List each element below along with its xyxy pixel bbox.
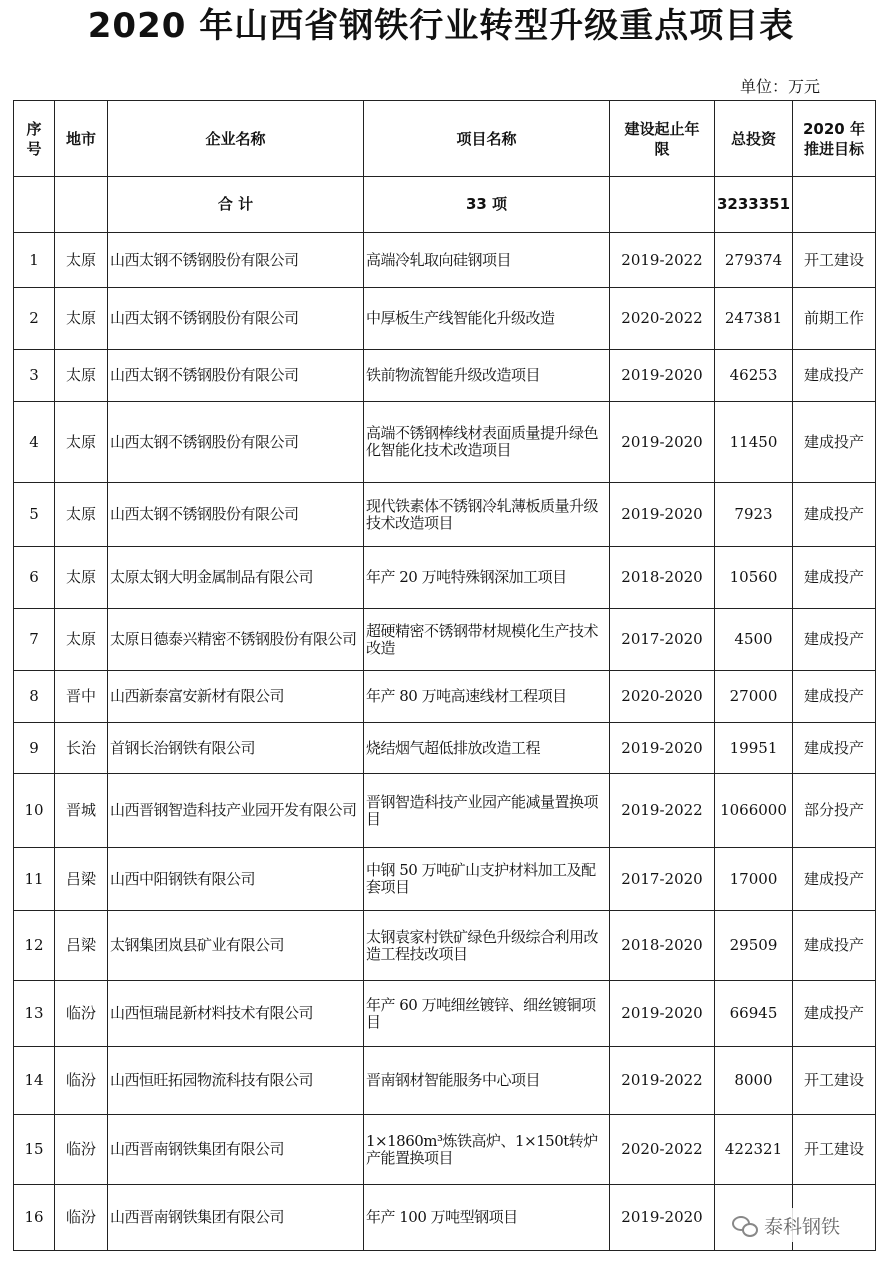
row-city: 临汾 xyxy=(55,981,108,1047)
row-target: 建成投产 xyxy=(793,723,876,774)
row-period: 2020-2020 xyxy=(610,671,715,723)
row-company: 山西太钢不锈钢股份有限公司 xyxy=(108,350,364,402)
row-seq: 15 xyxy=(14,1115,55,1185)
table-header-row xyxy=(14,101,876,177)
row-investment: 422321 xyxy=(715,1115,793,1185)
row-investment: 10560 xyxy=(715,547,793,609)
row-target: 开工建设 xyxy=(793,233,876,288)
table-row xyxy=(14,848,876,911)
row-seq: 16 xyxy=(14,1185,55,1251)
header-target: 2020 年推进目标 xyxy=(793,101,876,177)
row-period: 2019-2020 xyxy=(610,402,715,483)
row-investment: 4500 xyxy=(715,609,793,671)
row-city: 太原 xyxy=(55,233,108,288)
row-period: 2017-2020 xyxy=(610,848,715,911)
row-city: 临汾 xyxy=(55,1185,108,1251)
row-investment: 29509 xyxy=(715,911,793,981)
header-period: 建设起止年限 xyxy=(610,101,715,177)
table-row xyxy=(14,483,876,547)
row-city: 太原 xyxy=(55,350,108,402)
header-city: 地市 xyxy=(55,101,108,177)
row-investment: 27000 xyxy=(715,671,793,723)
row-city: 太原 xyxy=(55,402,108,483)
table-row xyxy=(14,609,876,671)
total-investment: 3233351 xyxy=(715,177,793,233)
row-company: 首钢长治钢铁有限公司 xyxy=(108,723,364,774)
row-seq: 11 xyxy=(14,848,55,911)
row-city: 太原 xyxy=(55,483,108,547)
row-city: 晋城 xyxy=(55,774,108,848)
row-period: 2019-2022 xyxy=(610,233,715,288)
row-investment: 11450 xyxy=(715,402,793,483)
table-row xyxy=(14,1115,876,1185)
row-project: 年产 20 万吨特殊钢深加工项目 xyxy=(364,547,610,609)
row-project: 烧结烟气超低排放改造工程 xyxy=(364,723,610,774)
watermark xyxy=(732,1208,872,1242)
row-investment: 17000 xyxy=(715,848,793,911)
row-target: 建成投产 xyxy=(793,609,876,671)
row-company: 山西晋钢智造科技产业园开发有限公司 xyxy=(108,774,364,848)
row-period: 2019-2020 xyxy=(610,483,715,547)
row-city: 晋中 xyxy=(55,671,108,723)
row-city: 太原 xyxy=(55,547,108,609)
row-company: 山西中阳钢铁有限公司 xyxy=(108,848,364,911)
row-project: 年产 60 万吨细丝镀锌、细丝镀铜项目 xyxy=(364,981,610,1047)
row-period: 2019-2022 xyxy=(610,774,715,848)
row-city: 临汾 xyxy=(55,1115,108,1185)
row-target: 建成投产 xyxy=(793,981,876,1047)
row-target: 开工建设 xyxy=(793,1047,876,1115)
header-investment: 总投资 xyxy=(715,101,793,177)
row-seq: 14 xyxy=(14,1047,55,1115)
page-title: 2020 年山西省钢铁行业转型升级重点项目表 xyxy=(87,6,795,46)
row-target: 部分投产 xyxy=(793,774,876,848)
row-project: 晋南钢材智能服务中心项目 xyxy=(364,1047,610,1115)
table-row xyxy=(14,288,876,350)
row-target: 开工建设 xyxy=(793,1115,876,1185)
row-period: 2020-2022 xyxy=(610,288,715,350)
row-city: 长治 xyxy=(55,723,108,774)
row-company: 山西晋南钢铁集团有限公司 xyxy=(108,1115,364,1185)
row-target: 建成投产 xyxy=(793,911,876,981)
table-row xyxy=(14,233,876,288)
unit-label: 单位：万元 xyxy=(739,77,820,96)
row-company: 山西太钢不锈钢股份有限公司 xyxy=(108,402,364,483)
row-seq: 9 xyxy=(14,723,55,774)
header-company: 企业名称 xyxy=(108,101,364,177)
row-investment: 7923 xyxy=(715,483,793,547)
row-period: 2019-2022 xyxy=(610,1047,715,1115)
row-seq: 6 xyxy=(14,547,55,609)
table-row xyxy=(14,723,876,774)
row-city: 吕梁 xyxy=(55,848,108,911)
row-investment: 19951 xyxy=(715,723,793,774)
row-company: 山西太钢不锈钢股份有限公司 xyxy=(108,233,364,288)
row-project: 1×1860m³炼铁高炉、1×150t转炉产能置换项目 xyxy=(364,1115,610,1185)
table-row xyxy=(14,981,876,1047)
row-seq: 8 xyxy=(14,671,55,723)
table-row xyxy=(14,402,876,483)
row-investment: 247381 xyxy=(715,288,793,350)
row-company: 太原日德泰兴精密不锈钢股份有限公司 xyxy=(108,609,364,671)
row-investment: 8000 xyxy=(715,1047,793,1115)
row-project: 高端不锈钢棒线材表面质量提升绿色化智能化技术改造项目 xyxy=(364,402,610,483)
row-period: 2019-2020 xyxy=(610,981,715,1047)
row-city: 吕梁 xyxy=(55,911,108,981)
row-company: 山西新泰富安新材有限公司 xyxy=(108,671,364,723)
row-project: 年产 100 万吨型钢项目 xyxy=(364,1185,610,1251)
row-seq: 10 xyxy=(14,774,55,848)
row-target: 建成投产 xyxy=(793,547,876,609)
row-target: 建成投产 xyxy=(793,483,876,547)
row-project: 太钢袁家村铁矿绿色升级综合利用改造工程技改项目 xyxy=(364,911,610,981)
row-seq: 7 xyxy=(14,609,55,671)
row-period: 2018-2020 xyxy=(610,911,715,981)
row-seq: 13 xyxy=(14,981,55,1047)
row-company: 太钢集团岚县矿业有限公司 xyxy=(108,911,364,981)
table-row xyxy=(14,547,876,609)
watermark-text: 泰科钢铁 xyxy=(764,1215,841,1238)
row-period: 2019-2020 xyxy=(610,1185,715,1251)
row-seq: 2 xyxy=(14,288,55,350)
table-row xyxy=(14,350,876,402)
row-project: 晋钢智造科技产业园产能减量置换项目 xyxy=(364,774,610,848)
row-project: 高端冷轧取向硅钢项目 xyxy=(364,233,610,288)
row-seq: 12 xyxy=(14,911,55,981)
wechat-icon xyxy=(732,1214,758,1236)
table-row xyxy=(14,911,876,981)
total-count: 33 项 xyxy=(364,177,610,233)
table-row xyxy=(14,671,876,723)
row-project: 年产 80 万吨高速线材工程项目 xyxy=(364,671,610,723)
row-seq: 5 xyxy=(14,483,55,547)
row-project: 中厚板生产线智能化升级改造 xyxy=(364,288,610,350)
row-company: 太原太钢大明金属制品有限公司 xyxy=(108,547,364,609)
row-period: 2018-2020 xyxy=(610,547,715,609)
row-period: 2019-2020 xyxy=(610,350,715,402)
row-seq: 1 xyxy=(14,233,55,288)
row-target: 前期工作 xyxy=(793,288,876,350)
row-seq: 3 xyxy=(14,350,55,402)
row-city: 太原 xyxy=(55,609,108,671)
row-company: 山西恒旺拓园物流科技有限公司 xyxy=(108,1047,364,1115)
row-investment: 66945 xyxy=(715,981,793,1047)
row-investment: 279374 xyxy=(715,233,793,288)
header-seq: 序号 xyxy=(14,101,55,177)
row-city: 临汾 xyxy=(55,1047,108,1115)
table-row xyxy=(14,1047,876,1115)
row-investment: 1066000 xyxy=(715,774,793,848)
row-company: 山西晋南钢铁集团有限公司 xyxy=(108,1185,364,1251)
row-seq: 4 xyxy=(14,402,55,483)
header-project: 项目名称 xyxy=(364,101,610,177)
row-company: 山西恒瑞昆新材料技术有限公司 xyxy=(108,981,364,1047)
row-project: 中钢 50 万吨矿山支护材料加工及配套项目 xyxy=(364,848,610,911)
row-project: 现代铁素体不锈钢冷轧薄板质量升级技术改造项目 xyxy=(364,483,610,547)
row-investment: 46253 xyxy=(715,350,793,402)
row-period: 2019-2020 xyxy=(610,723,715,774)
row-company: 山西太钢不锈钢股份有限公司 xyxy=(108,288,364,350)
row-target: 建成投产 xyxy=(793,848,876,911)
row-project: 铁前物流智能升级改造项目 xyxy=(364,350,610,402)
row-city: 太原 xyxy=(55,288,108,350)
row-target: 建成投产 xyxy=(793,402,876,483)
row-period: 2017-2020 xyxy=(610,609,715,671)
total-label: 合 计 xyxy=(108,177,364,233)
row-target: 建成投产 xyxy=(793,671,876,723)
table-row xyxy=(14,774,876,848)
total-row xyxy=(14,177,876,233)
row-project: 超硬精密不锈钢带材规模化生产技术改造 xyxy=(364,609,610,671)
row-target: 建成投产 xyxy=(793,350,876,402)
row-period: 2020-2022 xyxy=(610,1115,715,1185)
row-company: 山西太钢不锈钢股份有限公司 xyxy=(108,483,364,547)
project-table xyxy=(13,100,876,1251)
